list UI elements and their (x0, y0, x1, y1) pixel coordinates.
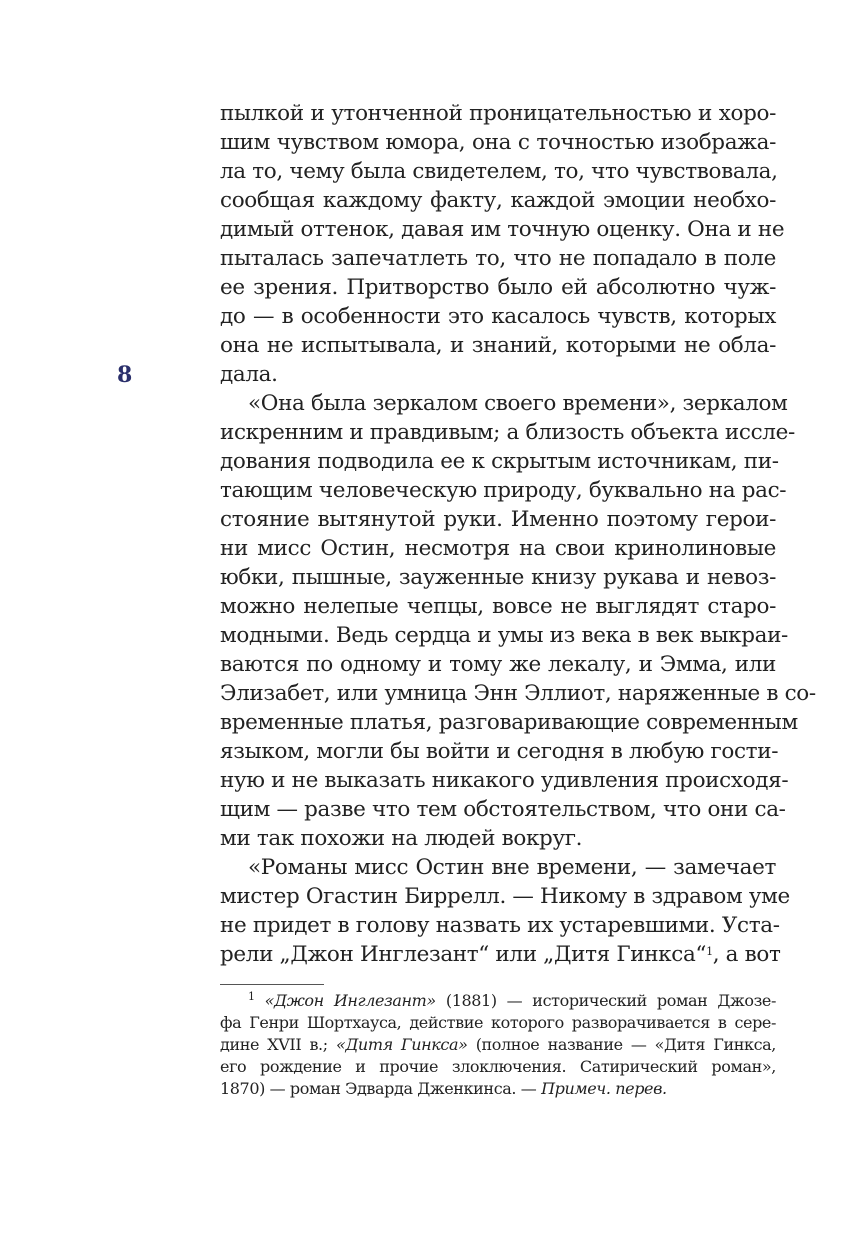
text-line: искренним и правдивым; а близость объекта иссле- (220, 420, 795, 445)
text-line: ни мисс Остин, несмотря на свои кринолиновые (220, 536, 776, 561)
footnote-divider (220, 984, 324, 985)
text-line: Элизабет, или умница Энн Эллиот, наряженные в со- (220, 681, 816, 706)
text-line: ла то, чему была свидетелем, то, что чувствовала, (220, 159, 778, 184)
footnote-line: его рождение и прочие злоключения. Сатирический роман», (220, 1057, 776, 1076)
footnote-reference: 1 (706, 945, 713, 958)
text-line: димый оттенок, давая им точную оценку. Она и не (220, 217, 785, 242)
footnote (220, 990, 776, 1100)
text-line (220, 940, 781, 969)
text-line: сообщая каждому факту, каждой эмоции необхо- (220, 188, 776, 213)
text-line: ную и не выказать никакого удивления происходя- (220, 768, 789, 793)
footnote-line (220, 1034, 776, 1056)
book-title: «Дитя Гинкса» (335, 1035, 468, 1054)
footnote-marker: 1 (248, 990, 255, 1003)
footnote-line (220, 990, 776, 1012)
text-segment: 1870) — роман Эдварда Дженкинса. — (220, 1079, 542, 1098)
text-line: пыталась запечатлеть то, что не попадало в поле (220, 246, 776, 271)
text-line: она не испытывала, и знаний, которыми не обла- (220, 333, 776, 358)
book-title: «Джон Инглезант» (264, 991, 436, 1010)
text-line: шим чувством юмора, она с точностью изобража- (220, 130, 776, 155)
text-line: пылкой и утонченной проницательностью и хоро- (220, 101, 776, 126)
text-line: юбки, пышные, зауженные книзу рукава и невоз- (220, 565, 776, 590)
text-line: до — в особенности это касалось чувств, которых (220, 304, 776, 329)
text-segment: (1881) — исторический роман Джозе- (435, 991, 776, 1010)
footnote-line (220, 1078, 776, 1100)
text-line: тающим человеческую природу, буквально на рас- (220, 478, 787, 503)
text-segment: рели „Джон Инглезант“ или „Дитя Гинкса“ (220, 942, 707, 967)
text-line: стояние вытянутой руки. Именно поэтому герои- (220, 507, 776, 532)
text-line: не придет в голову назвать их устаревшими. Уста- (220, 913, 780, 938)
text-segment: (полное название — «Дитя Гинкса, (467, 1035, 776, 1054)
text-line: щим — разве что тем обстоятельством, что они са- (220, 797, 786, 822)
text-line: дования подводила ее к скрытым источникам, пи- (220, 449, 779, 474)
text-line: ваются по одному и тому же лекалу, и Эмма, или (220, 652, 776, 677)
translator-note: Примеч. перев. (541, 1079, 667, 1098)
page-number: 8 (117, 362, 133, 388)
text-line: модными. Ведь сердца и умы из века в век выкраи- (220, 623, 788, 648)
text-line: можно нелепые чепцы, вовсе не выглядят старо- (220, 594, 776, 619)
text-segment: , а вот (712, 942, 781, 967)
text-line: «Она была зеркалом своего времени», зеркалом (248, 391, 788, 416)
main-text (220, 99, 816, 969)
footnote-line: фа Генри Шортхауса, действие которого разворачивается в сере- (220, 1013, 776, 1032)
text-line: ми так похожи на людей вокруг. (220, 826, 583, 851)
text-line: «Романы мисс Остин вне времени, — замечает (248, 855, 776, 880)
text-line: мистер Огастин Биррелл. — Никому в здравом уме (220, 884, 790, 909)
text-line: дала. (220, 362, 278, 387)
text-line: ее зрения. Притворство было ей абсолютно чуж- (220, 275, 776, 300)
text-line: временные платья, разговаривающие современным (220, 710, 798, 735)
text-segment: дине XVII в.; (220, 1035, 336, 1054)
text-line: языком, могли бы войти и сегодня в любую гости- (220, 739, 779, 764)
